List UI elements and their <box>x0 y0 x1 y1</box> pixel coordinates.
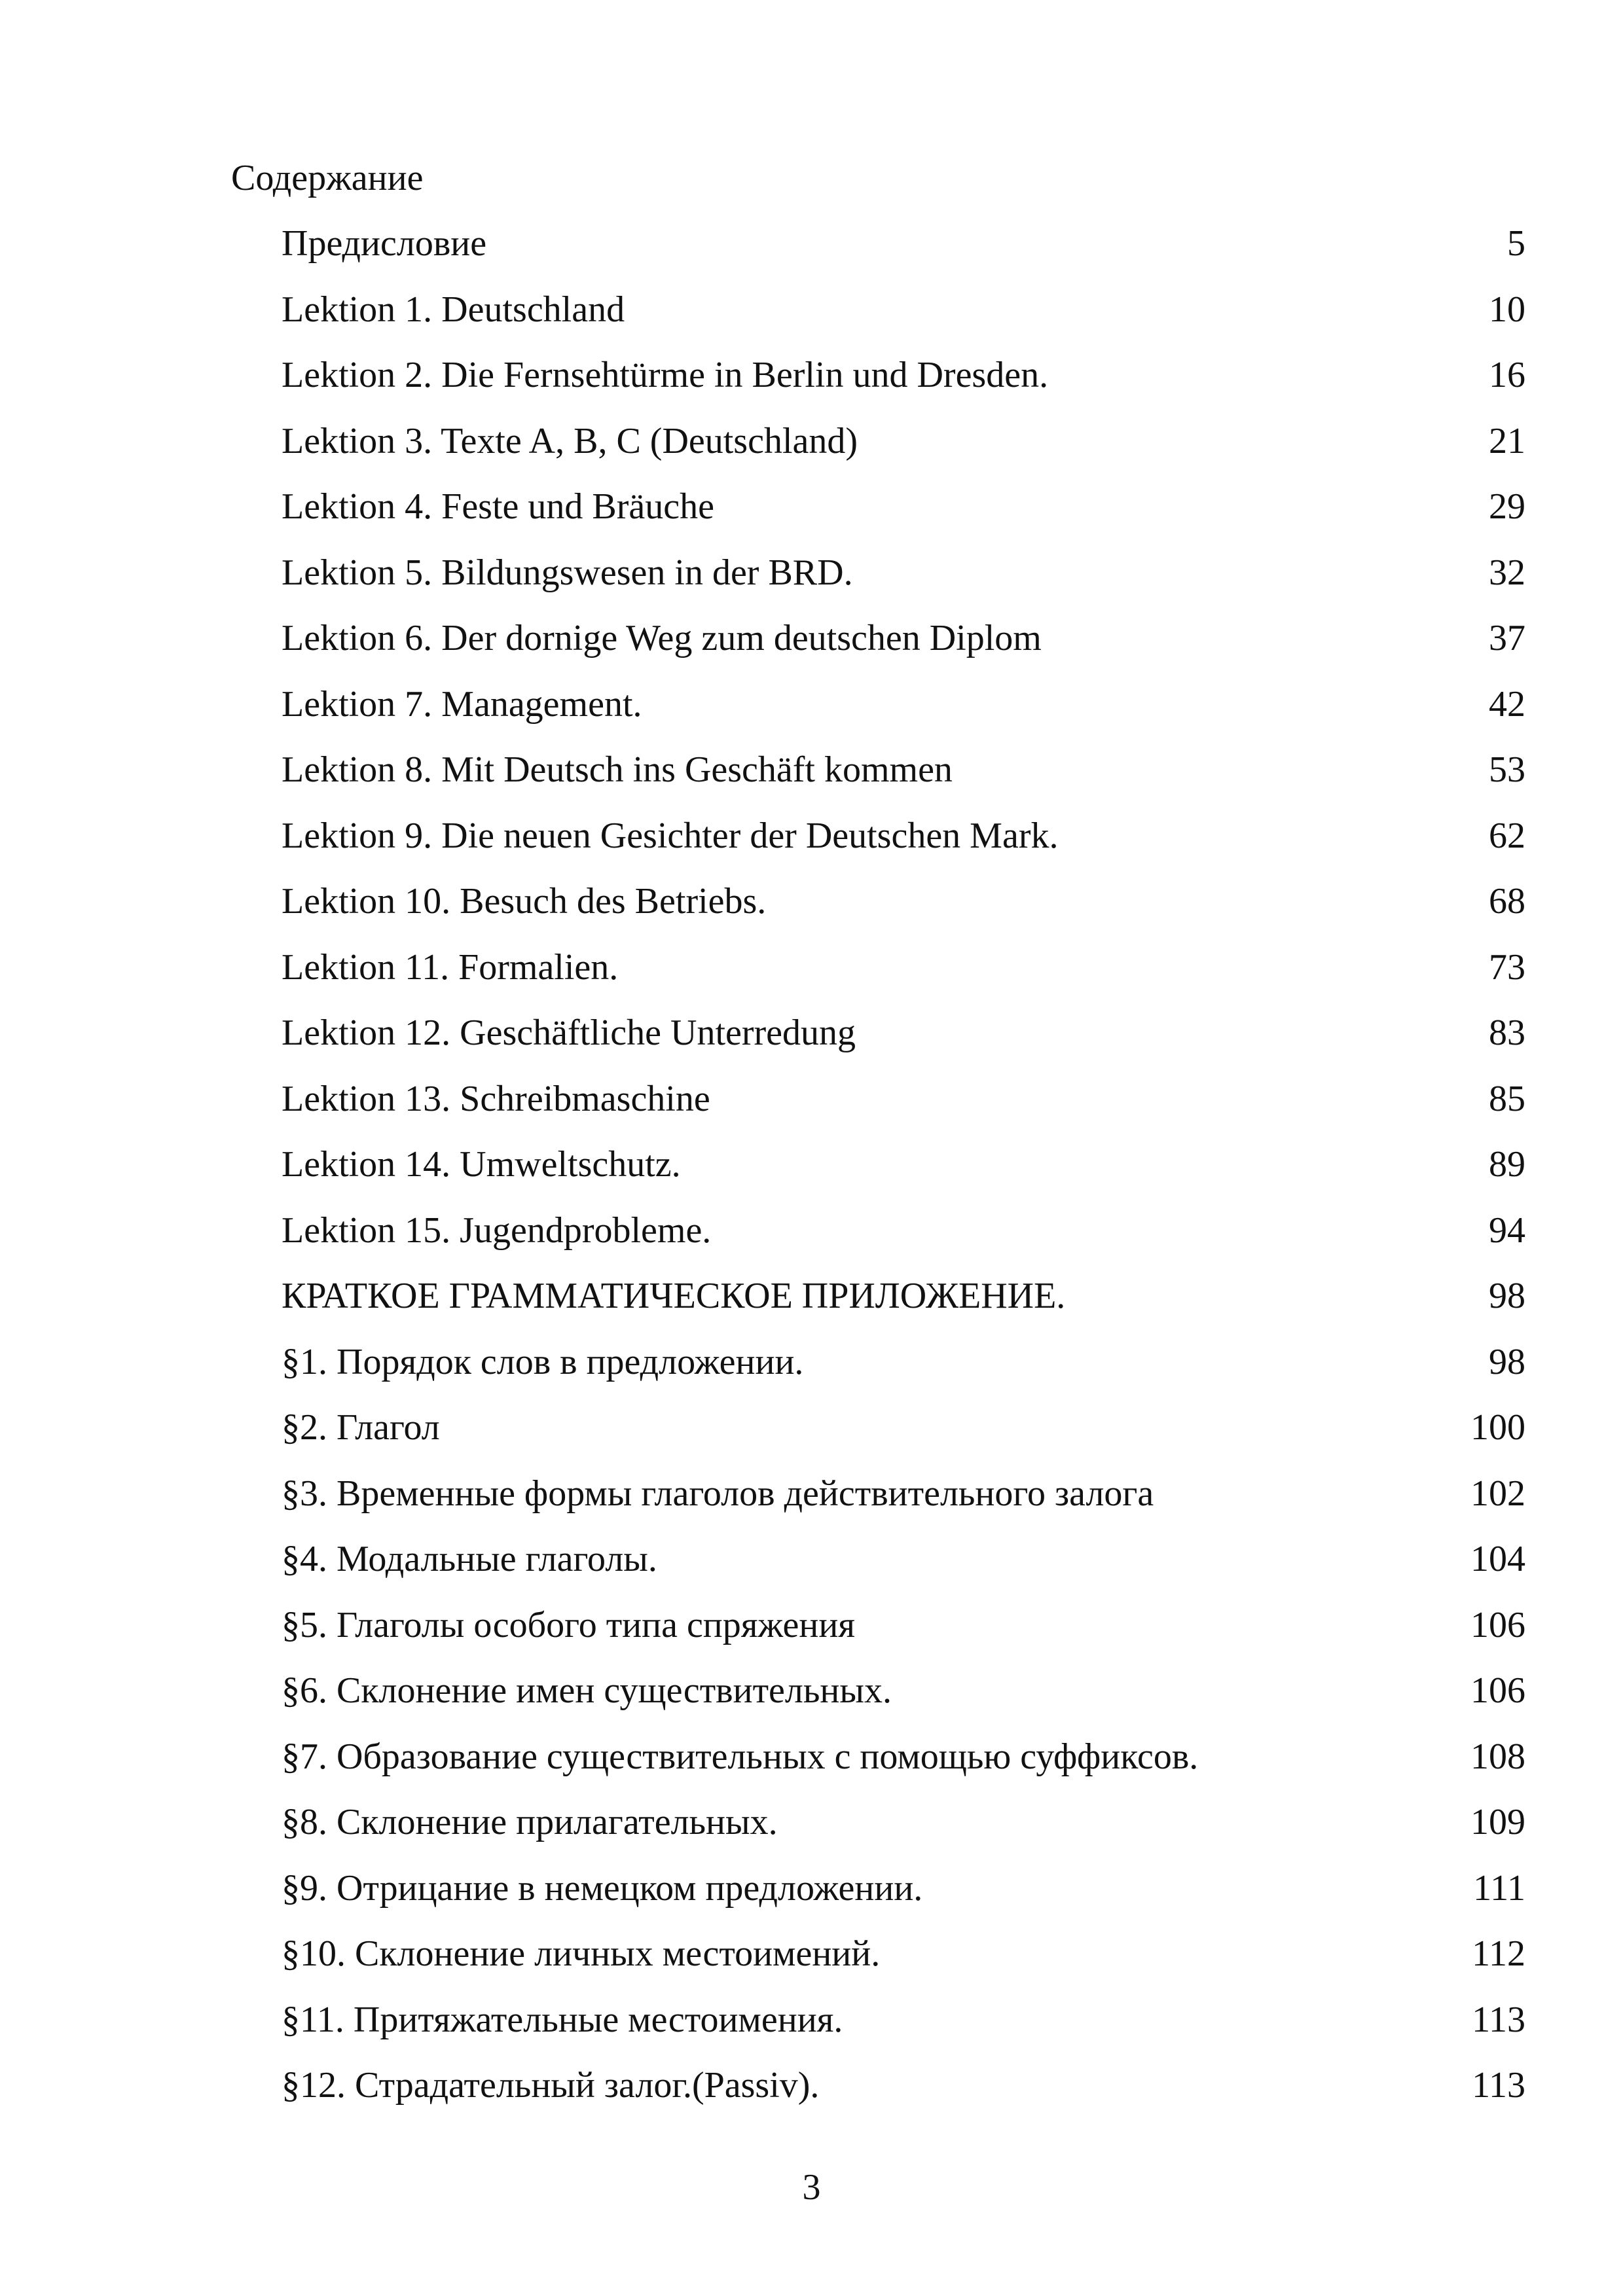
toc-entry-page: 108 <box>1470 1736 1525 1777</box>
toc-entry <box>282 1533 1525 1599</box>
toc-entry <box>282 1007 1525 1073</box>
toc-entry-title: §7. Образование существительных с помощью суффиксов. <box>282 1736 1199 1777</box>
toc-entry-page: 85 <box>1489 1078 1525 1119</box>
toc-entry-page: 37 <box>1489 618 1525 658</box>
toc-entry-page: 68 <box>1489 881 1525 922</box>
toc-entry-title: Lektion 7. Management. <box>282 683 642 725</box>
toc-entry <box>282 1664 1525 1731</box>
toc-entry-title: Lektion 15. Jugendprobleme. <box>282 1210 712 1251</box>
toc-entry-title: Lektion 9. Die neuen Gesichter der Deutschen Mark. <box>282 815 1059 856</box>
toc-entry <box>282 415 1525 481</box>
toc-entry-page: 98 <box>1489 1276 1525 1316</box>
toc-entry <box>282 1928 1525 1994</box>
toc-entry <box>282 612 1525 678</box>
toc-entry-title: Lektion 11. Formalien. <box>282 946 619 988</box>
toc-entry-page: 42 <box>1489 683 1525 725</box>
toc-entry <box>282 1204 1525 1270</box>
table-of-contents <box>282 217 1525 2125</box>
toc-entry-page: 53 <box>1489 749 1525 790</box>
toc-entry-page: 89 <box>1489 1144 1525 1185</box>
toc-entry <box>282 1599 1525 1665</box>
toc-entry-title: Lektion 6. Der dornige Weg zum deutschen Diplom <box>282 618 1042 658</box>
toc-entry-title: Lektion 14. Umweltschutz. <box>282 1144 681 1185</box>
toc-entry-page: 106 <box>1470 1604 1525 1645</box>
toc-entry <box>282 349 1525 415</box>
toc-entry-title: §9. Отрицание в немецком предложении. <box>282 1867 923 1909</box>
toc-entry-title: Lektion 4. Feste und Bräuche <box>282 486 714 527</box>
toc-entry <box>282 1336 1525 1402</box>
toc-entry <box>282 480 1525 547</box>
toc-entry <box>282 2059 1525 2125</box>
toc-entry-page: 83 <box>1489 1013 1525 1053</box>
toc-entry <box>282 217 1525 283</box>
toc-entry-page: 100 <box>1470 1407 1525 1448</box>
toc-entry-page: 62 <box>1489 815 1525 856</box>
toc-entry <box>282 875 1525 941</box>
toc-entry <box>282 1270 1525 1336</box>
toc-entry <box>282 1138 1525 1204</box>
toc-entry <box>282 547 1525 613</box>
toc-entry-page: 29 <box>1489 486 1525 527</box>
toc-entry <box>282 1994 1525 2060</box>
toc-entry-title: Lektion 2. Die Fernsehtürme in Berlin und Dresden. <box>282 355 1049 395</box>
toc-entry-page: 5 <box>1507 223 1525 264</box>
toc-entry <box>282 1073 1525 1139</box>
toc-entry-title: КРАТКОЕ ГРАММАТИЧЕСКОЕ ПРИЛОЖЕНИЕ. <box>282 1276 1066 1316</box>
toc-entry-title: §5. Глаголы особого типа спряжения <box>282 1604 856 1645</box>
toc-entry <box>282 678 1525 744</box>
toc-entry <box>282 283 1525 350</box>
toc-entry <box>282 1467 1525 1534</box>
toc-entry-page: 112 <box>1472 1933 1525 1974</box>
toc-entry <box>282 1862 1525 1928</box>
toc-entry <box>282 744 1525 810</box>
toc-entry-title: Lektion 13. Schreibmaschine <box>282 1078 710 1119</box>
toc-entry-title: Lektion 10. Besuch des Betriebs. <box>282 881 767 922</box>
toc-entry-page: 10 <box>1489 289 1525 330</box>
toc-entry-page: 16 <box>1489 355 1525 395</box>
toc-entry-title: §8. Склонение прилагательных. <box>282 1802 778 1842</box>
toc-entry <box>282 1796 1525 1862</box>
toc-entry-page: 73 <box>1489 946 1525 988</box>
toc-entry <box>282 1731 1525 1797</box>
toc-entry-title: Lektion 1. Deutschland <box>282 289 625 330</box>
toc-entry-page: 106 <box>1470 1670 1525 1711</box>
toc-entry-title: §3. Временные формы глаголов действительного залога <box>282 1473 1154 1514</box>
page-number: 3 <box>802 2167 821 2208</box>
toc-entry-page: 109 <box>1470 1802 1525 1842</box>
toc-entry-title: Lektion 3. Texte A, B, C (Deutschland) <box>282 420 858 461</box>
toc-entry-page: 113 <box>1472 1999 1525 2040</box>
toc-entry-page: 94 <box>1489 1210 1525 1251</box>
toc-entry-title: Lektion 5. Bildungswesen in der BRD. <box>282 552 853 593</box>
toc-entry-page: 102 <box>1470 1473 1525 1514</box>
toc-entry-title: §11. Притяжательные местоимения. <box>282 1999 843 2040</box>
toc-entry-title: Lektion 8. Mit Deutsch ins Geschäft kommen <box>282 749 953 790</box>
toc-entry-page: 21 <box>1489 420 1525 461</box>
toc-heading: Содержание <box>231 158 424 198</box>
toc-entry <box>282 941 1525 1007</box>
toc-entry <box>282 1401 1525 1467</box>
toc-entry-page: 111 <box>1473 1867 1525 1909</box>
toc-entry-page: 32 <box>1489 552 1525 593</box>
toc-entry-page: 98 <box>1489 1341 1525 1382</box>
toc-entry <box>282 810 1525 876</box>
toc-entry-title: §6. Склонение имен существительных. <box>282 1670 892 1711</box>
toc-entry-title: §4. Модальные глаголы. <box>282 1539 657 1579</box>
toc-entry-page: 104 <box>1470 1539 1525 1579</box>
toc-entry-title: Lektion 12. Geschäftliche Unterredung <box>282 1013 856 1053</box>
toc-entry-title: §10. Склонение личных местоимений. <box>282 1933 881 1974</box>
toc-entry-title: §2. Глагол <box>282 1407 440 1448</box>
toc-entry-page: 113 <box>1472 2065 1525 2106</box>
toc-entry-title: §1. Порядок слов в предложении. <box>282 1341 804 1382</box>
toc-entry-title: Предисловие <box>282 223 487 264</box>
toc-entry-title: §12. Страдательный залог.(Passiv). <box>282 2065 820 2106</box>
